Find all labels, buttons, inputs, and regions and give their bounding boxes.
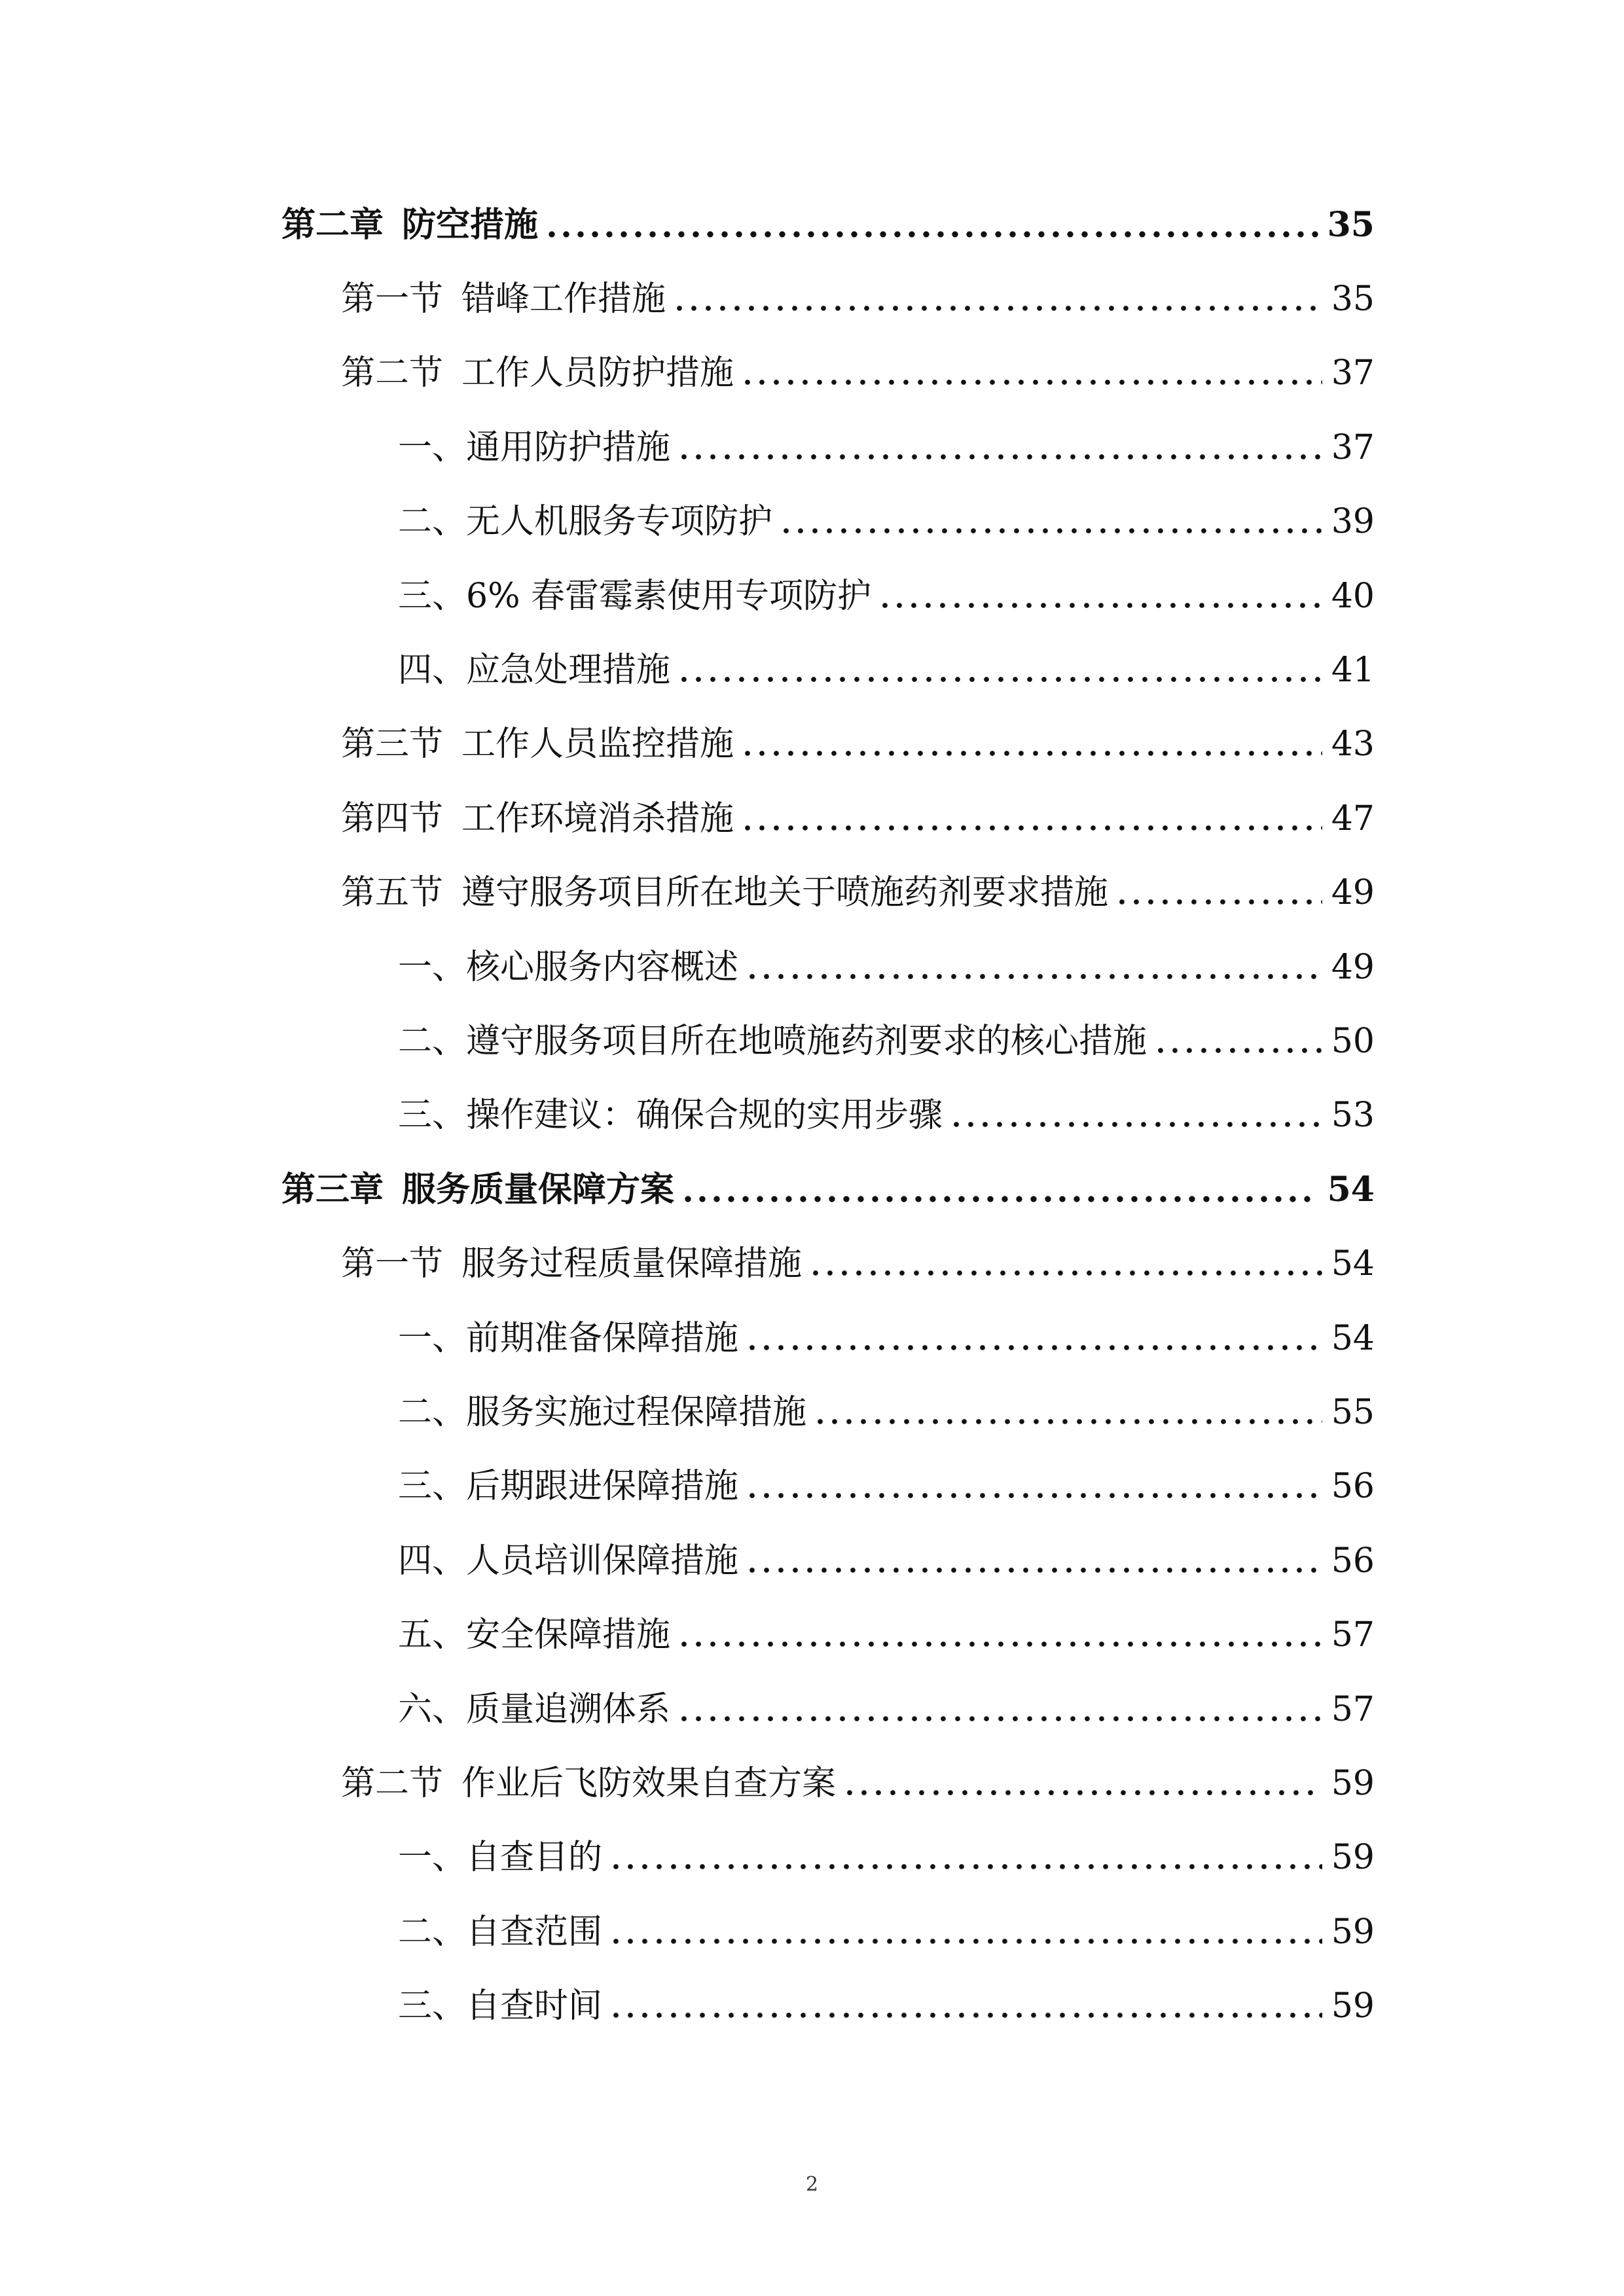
toc-dot-leader xyxy=(745,1321,1322,1355)
toc-entry-page-number: 50 xyxy=(1331,1021,1375,1061)
toc-dot-leader xyxy=(813,1395,1322,1429)
toc-subsection-entry xyxy=(281,1079,1375,1153)
toc-entry-title: 二、无人机服务专项防护 xyxy=(398,502,773,542)
toc-entry-title: 一、自查目的 xyxy=(398,1838,603,1878)
toc-dot-leader xyxy=(740,802,1322,836)
toc-entry-number: 第三节 xyxy=(341,725,444,764)
toc-entry-title: 三、自查时间 xyxy=(398,1986,603,2026)
toc-subsection-entry xyxy=(281,1598,1375,1672)
toc-dot-leader xyxy=(677,653,1322,687)
toc-subsection-entry xyxy=(281,1969,1375,2043)
toc-subsection-entry xyxy=(281,410,1375,484)
toc-subsection-entry xyxy=(281,1375,1375,1449)
toc-entry-title: 二、遵守服务项目所在地喷施药剂要求的核心措施 xyxy=(398,1021,1147,1061)
toc-entry-title: 三、操作建议：确保合规的实用步骤 xyxy=(398,1096,943,1136)
toc-entry-title: 四、应急处理措施 xyxy=(398,651,671,691)
toc-entry-page-number: 54 xyxy=(1327,1169,1375,1210)
toc-entry-title: 防空措施 xyxy=(402,204,539,245)
toc-entry-title: 六、质量追溯体系 xyxy=(398,1689,671,1729)
toc-dot-leader xyxy=(545,208,1318,242)
toc-entry-title: 服务质量保障方案 xyxy=(402,1169,675,1210)
toc-entry-page-number: 41 xyxy=(1331,651,1375,691)
toc-dot-leader xyxy=(609,1915,1322,1949)
toc-dot-leader xyxy=(609,1989,1322,2023)
toc-subsection-entry xyxy=(281,1004,1375,1078)
toc-subsection-entry xyxy=(281,1821,1375,1895)
toc-entry-page-number: 47 xyxy=(1331,798,1375,838)
toc-dot-leader xyxy=(740,727,1322,761)
toc-section-entry xyxy=(281,781,1375,855)
toc-entry-page-number: 35 xyxy=(1327,204,1375,245)
toc-entry-number: 第三章 xyxy=(281,1169,384,1210)
toc-entry-page-number: 35 xyxy=(1331,279,1375,319)
toc-entry-number: 第二节 xyxy=(341,353,444,393)
toc-entry-number: 第五节 xyxy=(341,873,444,913)
toc-dot-leader xyxy=(1115,876,1322,910)
toc-chapter-entry xyxy=(281,1153,1375,1227)
toc-section-entry xyxy=(281,856,1375,930)
toc-entry-title: 二、服务实施过程保障措施 xyxy=(398,1392,807,1432)
toc-entry-page-number: 57 xyxy=(1331,1689,1375,1729)
toc-dot-leader xyxy=(740,356,1322,390)
toc-entry-page-number: 54 xyxy=(1331,1244,1375,1284)
toc-dot-leader xyxy=(609,1840,1322,1874)
toc-entry-title: 工作环境消杀措施 xyxy=(461,798,734,838)
toc-section-entry xyxy=(281,262,1375,336)
toc-dot-leader xyxy=(842,1767,1322,1801)
toc-dot-leader xyxy=(672,282,1322,316)
page-number: 2 xyxy=(805,2173,819,2196)
toc-entry-page-number: 59 xyxy=(1331,1912,1375,1952)
toc-dot-leader xyxy=(949,1098,1322,1132)
toc-subsection-entry xyxy=(281,1672,1375,1746)
table-of-contents xyxy=(281,188,1375,2043)
toc-entry-page-number: 54 xyxy=(1331,1318,1375,1358)
toc-entry-page-number: 59 xyxy=(1331,1838,1375,1878)
toc-section-entry xyxy=(281,1227,1375,1300)
toc-entry-title: 一、通用防护措施 xyxy=(398,427,671,467)
toc-section-entry xyxy=(281,708,1375,781)
toc-entry-number: 第四节 xyxy=(341,798,444,838)
toc-dot-leader xyxy=(681,1173,1318,1207)
toc-entry-title: 三、后期跟进保障措施 xyxy=(398,1467,739,1507)
toc-dot-leader xyxy=(745,1469,1322,1503)
toc-entry-title: 四、人员培训保障措施 xyxy=(398,1541,739,1581)
toc-subsection-entry xyxy=(281,485,1375,559)
toc-entry-page-number: 57 xyxy=(1331,1615,1375,1655)
toc-dot-leader xyxy=(677,1618,1322,1652)
toc-entry-page-number: 49 xyxy=(1331,947,1375,987)
toc-dot-leader xyxy=(677,431,1322,465)
toc-entry-page-number: 59 xyxy=(1331,1763,1375,1803)
toc-dot-leader xyxy=(779,505,1322,539)
toc-entry-page-number: 56 xyxy=(1331,1541,1375,1581)
toc-entry-title: 一、核心服务内容概述 xyxy=(398,947,739,987)
toc-dot-leader xyxy=(745,950,1322,984)
toc-subsection-entry xyxy=(281,1895,1375,1969)
toc-entry-title: 三、6% 春雷霉素使用专项防护 xyxy=(398,576,872,616)
toc-entry-title: 一、前期准备保障措施 xyxy=(398,1318,739,1358)
toc-entry-page-number: 49 xyxy=(1331,873,1375,913)
toc-entry-number: 第一节 xyxy=(341,279,444,319)
toc-entry-title: 五、安全保障措施 xyxy=(398,1615,671,1655)
toc-entry-page-number: 40 xyxy=(1331,576,1375,616)
toc-entry-page-number: 37 xyxy=(1331,353,1375,393)
toc-entry-title: 工作人员监控措施 xyxy=(461,725,734,764)
toc-entry-page-number: 55 xyxy=(1331,1392,1375,1432)
toc-entry-number: 第二章 xyxy=(281,204,384,245)
toc-entry-title: 遵守服务项目所在地关于喷施药剂要求措施 xyxy=(461,873,1109,913)
toc-entry-page-number: 59 xyxy=(1331,1986,1375,2026)
toc-entry-title: 错峰工作措施 xyxy=(461,279,666,319)
toc-dot-leader xyxy=(677,1693,1322,1727)
toc-dot-leader xyxy=(808,1247,1322,1281)
toc-entry-title: 作业后飞防效果自查方案 xyxy=(461,1763,837,1803)
toc-entry-number: 第一节 xyxy=(341,1244,444,1284)
toc-subsection-entry xyxy=(281,633,1375,707)
toc-entry-number: 第二节 xyxy=(341,1763,444,1803)
toc-chapter-entry xyxy=(281,188,1375,262)
toc-entry-title: 工作人员防护措施 xyxy=(461,353,734,393)
toc-entry-title: 服务过程质量保障措施 xyxy=(461,1244,803,1284)
toc-section-entry xyxy=(281,336,1375,410)
toc-subsection-entry xyxy=(281,930,1375,1004)
toc-entry-page-number: 53 xyxy=(1331,1096,1375,1136)
toc-section-entry xyxy=(281,1746,1375,1820)
toc-entry-title: 二、自查范围 xyxy=(398,1912,603,1952)
toc-entry-page-number: 37 xyxy=(1331,427,1375,467)
toc-entry-page-number: 56 xyxy=(1331,1467,1375,1507)
toc-dot-leader xyxy=(745,1544,1322,1578)
toc-entry-page-number: 39 xyxy=(1331,502,1375,542)
toc-subsection-entry xyxy=(281,1524,1375,1598)
toc-subsection-entry xyxy=(281,1450,1375,1524)
toc-subsection-entry xyxy=(281,559,1375,633)
toc-subsection-entry xyxy=(281,1301,1375,1375)
toc-dot-leader xyxy=(1153,1024,1322,1058)
toc-entry-page-number: 43 xyxy=(1331,725,1375,764)
toc-dot-leader xyxy=(878,579,1322,613)
